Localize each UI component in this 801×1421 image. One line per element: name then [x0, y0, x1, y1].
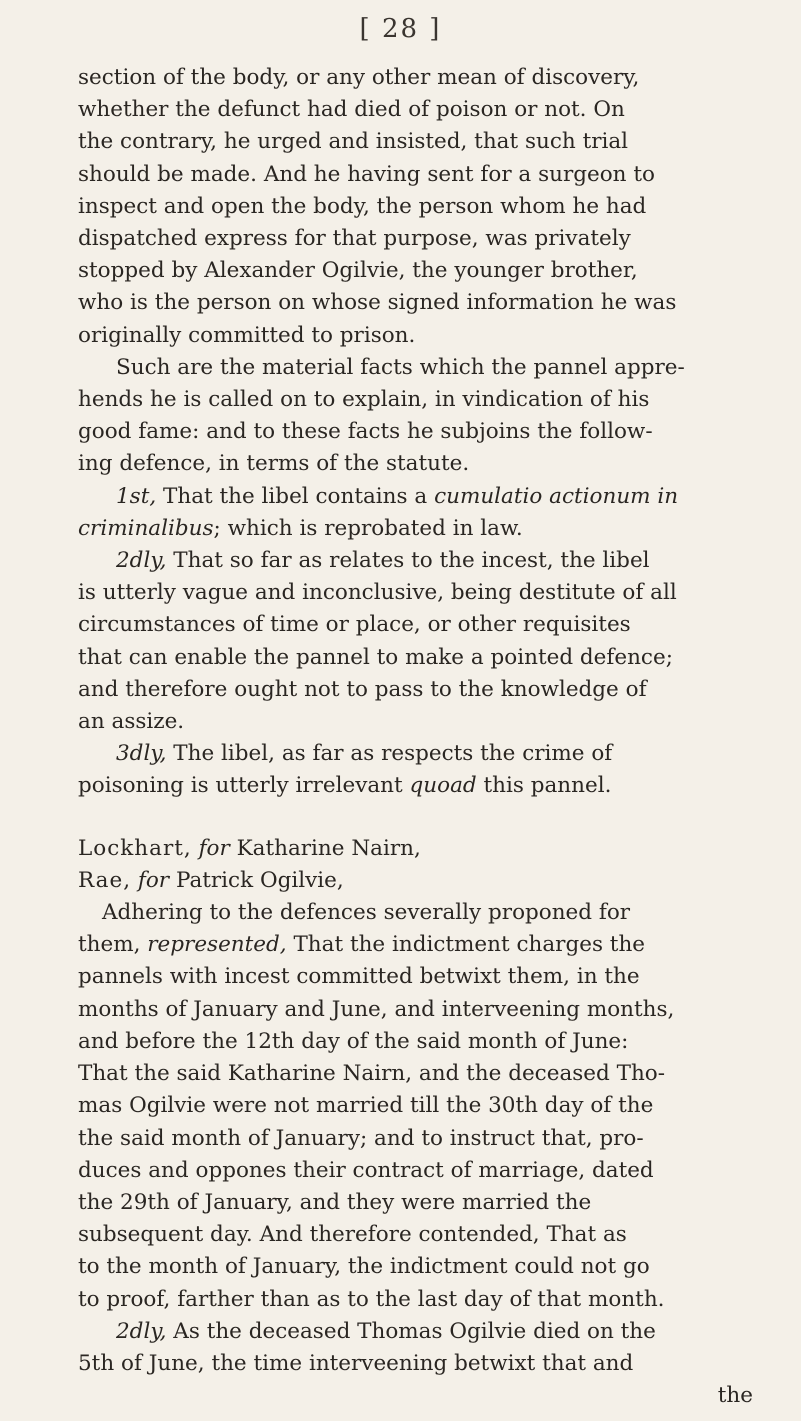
text-line: originally committed to prison.	[78, 322, 416, 348]
page-text	[78, 62, 761, 1412]
text-line: who is the person on whose signed information he was	[78, 290, 677, 316]
text-line: mas Ogilvie were not married till the 30th day of the	[78, 1093, 654, 1119]
text-line: months of January and June, and interveening months,	[78, 996, 675, 1022]
text-line: to proof, farther than as to the last day of that month.	[78, 1286, 665, 1312]
defence-third: 3dly, The libel, as far as respects the crime of	[116, 741, 613, 767]
text-line: Such are the material facts which the pannel appre-	[116, 354, 685, 380]
text-line: duces and oppones their contract of marriage, dated	[78, 1157, 654, 1183]
text-line: That the said Katharine Nairn, and the deceased Tho-	[78, 1061, 666, 1087]
ordinal-label: 3dly,	[116, 741, 167, 767]
text-line: dispatched express for that purpose, was privately	[78, 226, 631, 252]
text-line: inspect and open the body, the person whom he had	[78, 193, 647, 219]
defence-fourth: 2dly, As the deceased Thomas Ogilvie died on the	[116, 1318, 656, 1344]
counsel-line: Lockhart, for Katharine Nairn,	[78, 835, 421, 861]
text-line: them, represented, That the indictment charges the	[78, 932, 646, 958]
page-number: [ 28 ]	[359, 14, 442, 44]
text-line: ing defence, in terms of the statute.	[78, 451, 470, 477]
text-line: and before the 12th day of the said month of June:	[78, 1028, 629, 1054]
text-line: to the month of January, the indictment could not go	[78, 1254, 650, 1280]
text-line: that can enable the pannel to make a pointed defence;	[78, 644, 673, 670]
catchword: the	[717, 1383, 753, 1409]
defence-first: 1st, That the libel contains a cumulatio actionum in	[116, 483, 679, 509]
text-line: section of the body, or any other mean of discovery,	[78, 65, 640, 90]
text-line: good fame: and to these facts he subjoins the follow-	[78, 419, 653, 445]
text-line: and therefore ought not to pass to the knowledge of	[78, 676, 647, 702]
text-line: Adhering to the defences severally proponed for	[102, 900, 631, 926]
text-line: whether the defunct had died of poison or not. On	[78, 97, 625, 123]
text-line: the said month of January; and to instruct that, pro-	[78, 1125, 644, 1151]
text-line: the contrary, he urged and insisted, that such trial	[78, 129, 629, 155]
text-line: poisoning is utterly irrelevant quoad this pannel.	[78, 773, 612, 799]
text-line: criminalibus; which is reprobated in law.	[78, 515, 523, 541]
text-line: circumstances of time or place, or other requisites	[78, 612, 631, 638]
ordinal-label: 2dly,	[116, 1318, 167, 1344]
text-line: is utterly vague and inconclusive, being destitute of all	[78, 580, 677, 606]
text-line: the 29th of January, and they were married the	[78, 1189, 592, 1215]
text-line: stopped by Alexander Ogilvie, the younger brother,	[78, 258, 638, 284]
counsel-name: Rae,	[78, 867, 132, 893]
defence-second: 2dly, That so far as relates to the incest, the libel	[116, 548, 650, 574]
ordinal-label: 2dly,	[116, 548, 167, 574]
text-line: subsequent day. And therefore contended, That as	[78, 1222, 627, 1248]
text-line: pannels with incest committed betwixt them, in the	[78, 964, 640, 990]
text-line: hends he is called on to explain, in vindication of his	[78, 387, 650, 413]
ordinal-label: 1st,	[116, 483, 157, 509]
counsel-line: Rae, for Patrick Ogilvie,	[78, 867, 344, 893]
counsel-name: Lockhart,	[78, 835, 192, 861]
text-line: should be made. And he having sent for a surgeon to	[78, 161, 655, 187]
text-line: 5th of June, the time interveening betwixt that and	[78, 1350, 634, 1376]
text-line: an assize.	[78, 709, 185, 735]
